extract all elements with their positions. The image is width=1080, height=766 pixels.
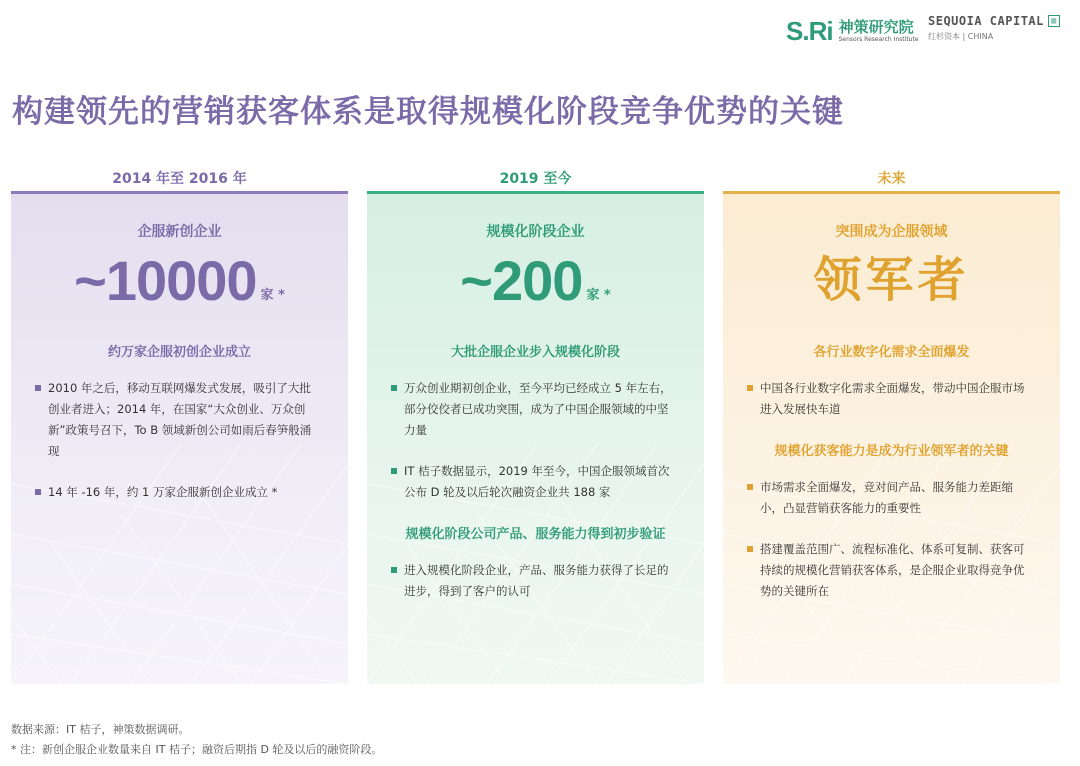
bullet-text: 搭建覆盖范围广、流程标准化、体系可复制、获客可持续的规模化营销获客体系，是企服企业取得竞争优势的关键所在 [760,542,1025,598]
square-bullet-icon [747,385,753,391]
column-future [723,168,1060,684]
sequoia-name-cn: 红杉资本 | CHINA [928,32,994,41]
sequoia-logo [928,14,1060,42]
asterisk-note: * 注：新创企服企业数量来自 IT 桔子；融资后期指 D 轮及以后的融资阶段。 [11,743,383,756]
bullet-list [11,378,348,503]
sri-name-cn: 神策研究院 [838,18,914,36]
section-heading: 规模化获客能力是成为行业领军者的关键 [774,444,1009,459]
square-bullet-icon [391,385,397,391]
bullet-list [723,378,1060,420]
bullet-text: 2010 年之后，移动互联网爆发式发展，吸引了大批创业者进入；2014 年，在国家“大众创业、万众创新”政策号召下，To B 领域新创公司如雨后春笋般涌现 [48,381,312,458]
sequoia-name-en: SEQUOIA CAPITAL [928,14,1044,28]
bullet-text: 市场需求全面爆发，竞对间产品、服务能力差距缩小，凸显营销获客能力的重要性 [760,480,1013,515]
count-unit: 家 * [586,288,611,303]
column-subtitle: 规模化阶段企业 [486,224,585,240]
bullet-list [367,378,704,503]
column-2014-2016 [11,168,348,684]
column-panel [11,194,348,684]
square-bullet-icon [747,484,753,490]
square-bullet-icon [747,546,753,552]
leader-word: 领军者 [813,252,970,308]
sri-logo-mark: S.Ri [786,16,833,46]
sri-name-en: Sensors Research Institute [838,36,919,43]
bullet-item [391,461,674,503]
section-heading: 大批企服企业步入规模化阶段 [450,345,620,360]
column-2019-present [367,168,704,684]
column-period: 未来 [877,171,906,187]
bullet-item [747,539,1030,602]
column-panel [367,194,704,684]
bullet-item [35,378,318,462]
bullet-item [35,482,318,503]
column-period: 2014 年至 2016 年 [112,171,247,187]
bullet-text: 14 年 -16 年，约 1 万家企服新创企业成立 * [48,485,278,499]
square-bullet-icon [391,468,397,474]
bullet-item [391,560,674,602]
square-bullet-icon [35,489,41,495]
page-title: 构建领先的营销获客体系是取得规模化阶段竞争优势的关键 [12,94,844,130]
column-period: 2019 至今 [499,171,572,187]
bullet-text: IT 桔子数据显示，2019 年至今，中国企服领域首次公布 D 轮及以后轮次融资企业共 188 家 [404,464,670,499]
section-heading: 各行业数字化需求全面爆发 [813,345,970,360]
bullet-list [723,477,1060,602]
bullet-item [747,477,1030,519]
bullet-item [391,378,674,441]
sri-logo [786,16,919,47]
column-subtitle: 企服新创企业 [137,224,222,240]
bullet-text: 中国各行业数字化需求全面爆发，带动中国企服市场进入发展快车道 [760,381,1025,416]
section-heading: 约万家企服初创企业成立 [107,345,251,360]
sequoia-leaf-icon: ▥ [1048,15,1060,27]
bullet-text: 进入规模化阶段企业，产品、服务能力获得了长足的进步，得到了客户的认可 [404,563,669,598]
scaleup-count: ~200 [460,249,583,312]
startup-count: ~10000 [74,249,257,312]
footnotes [11,720,382,760]
column-panel [723,194,1060,684]
bullet-item [747,378,1030,420]
bullet-list [367,560,704,602]
square-bullet-icon [391,567,397,573]
bullet-text: 万众创业期初创企业，至今平均已经成立 5 年左右，部分佼佼者已成功突围，成为了中国企服领域的中坚力量 [404,381,672,437]
column-subtitle: 突围成为企服领域 [835,224,948,240]
source-note: 数据来源：IT 桔子，神策数据调研。 [11,723,190,736]
section-heading: 规模化阶段公司产品、服务能力得到初步验证 [405,527,666,542]
count-unit: 家 * [260,288,285,303]
square-bullet-icon [35,385,41,391]
